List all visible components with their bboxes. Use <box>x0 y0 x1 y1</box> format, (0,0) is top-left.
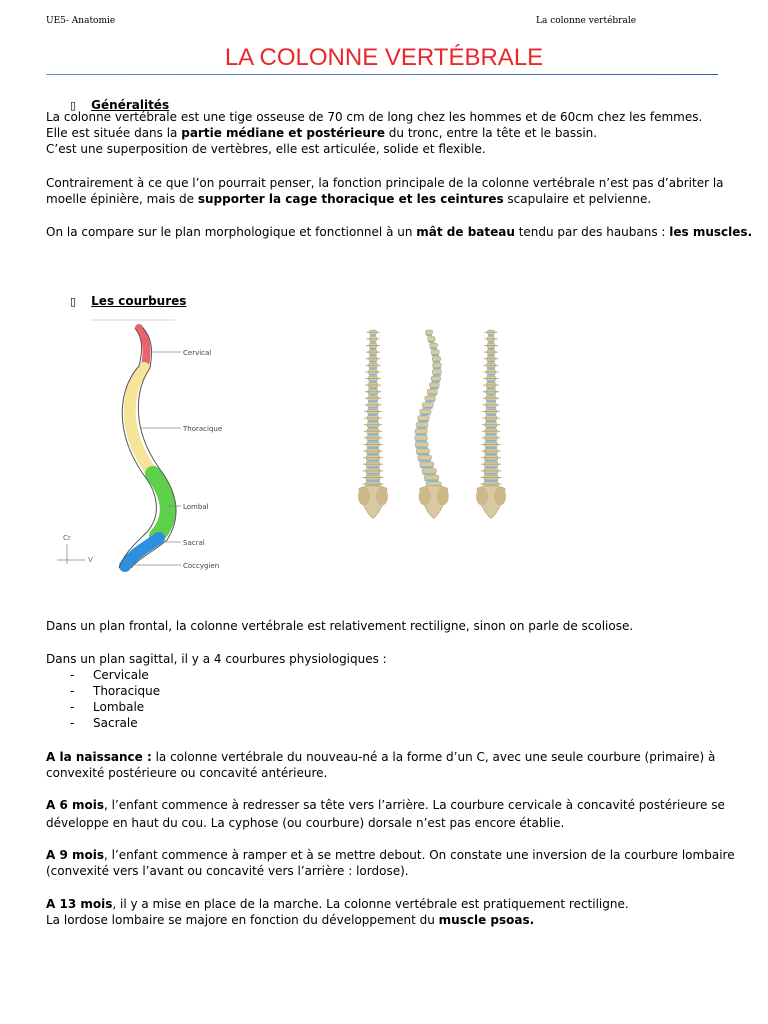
paragraph-line: A 13 mois, il y a mise en place de la marche. La colonne vertébrale est pratiquement rectiligne. <box>46 897 629 911</box>
paragraph-line: La colonne vertébrale est une tige osseuse de 70 cm de long chez les hommes et de 60cm chez les femmes. <box>46 110 703 124</box>
square-bullet-icon: ▯ <box>70 99 77 112</box>
label-coccygien: Coccygien <box>183 562 220 570</box>
square-bullet-icon: ▯ <box>70 295 77 308</box>
spine-three-views-illustration <box>345 322 520 532</box>
spine-curvature-diagram <box>55 318 255 578</box>
paragraph-line: développe en haut du cou. La cyphose (ou courbure) dorsale n’est pas encore établie. <box>46 816 565 830</box>
paragraph-line: Dans un plan sagittal, il y a 4 courbures physiologiques : <box>46 652 387 666</box>
axis-cr-label: Cr <box>63 534 71 542</box>
section-heading: Généralités <box>91 98 170 112</box>
paragraph-line: C’est une superposition de vertèbres, elle est articulée, solide et flexible. <box>46 142 486 156</box>
paragraph-line: (convexité vers l’avant ou concavité vers l’arrière : lordose). <box>46 864 409 878</box>
list-item: - Cervicale <box>70 668 149 682</box>
paragraph-line: moelle épinière, mais de supporter la cage thoracique et les ceintures scapulaire et pelvienne. <box>46 192 652 206</box>
paragraph-line: A 9 mois, l’enfant commence à ramper et à se mettre debout. On constate une inversion de la courbure lombaire <box>46 848 735 862</box>
list-item: - Lombale <box>70 700 145 714</box>
label-cervical: Cervical <box>183 349 212 357</box>
paragraph-line: Dans un plan frontal, la colonne vertébrale est relativement rectiligne, sinon on parle de scoliose. <box>46 619 634 633</box>
thoracic-segment <box>130 368 150 470</box>
spine-front-view <box>358 330 388 518</box>
section-heading: Les courbures <box>91 294 187 308</box>
label-sacral: Sacral <box>183 539 205 547</box>
section-courbures <box>70 290 186 309</box>
page-title: LA COLONNE VERTÉBRALE <box>224 44 544 71</box>
header-right: La colonne vertébrale <box>536 16 637 26</box>
paragraph-line: La lordose lombaire se majore en fonction du développement du muscle psoas. <box>46 913 535 927</box>
sacral-segment <box>125 538 159 566</box>
list-item: - Thoracique <box>70 684 161 698</box>
paragraph-line: convexité postérieure ou concavité antérieure. <box>46 766 328 780</box>
paragraph-line: Contrairement à ce que l’on pourrait penser, la fonction principale de la colonne vertébrale n’est pas d’abriter la <box>46 176 724 190</box>
label-lombal: Lombal <box>183 503 209 511</box>
lumbar-segment <box>153 474 168 536</box>
title-divider <box>46 74 718 75</box>
paragraph-line: Elle est située dans la partie médiane et postérieure du tronc, entre la tête et le bassin. <box>46 126 598 140</box>
label-thoracique: Thoracique <box>183 425 223 433</box>
paragraph-line: A 6 mois, l’enfant commence à redresser sa tête vers l’arrière. La courbure cervicale à concavité postérieure se <box>46 798 725 812</box>
axis-v-label: V <box>88 556 93 564</box>
spine-back-view <box>476 330 506 518</box>
spine-side-view <box>415 330 449 518</box>
paragraph-line: On la compare sur le plan morphologique et fonctionnel à un mât de bateau tendu par des haubans : les muscles. <box>46 225 753 239</box>
list-item: - Sacrale <box>70 716 138 730</box>
paragraph-line: A la naissance : la colonne vertébrale du nouveau-né a la forme d’un C, avec une seule courbure (primaire) à <box>46 750 716 764</box>
header-left: UE5- Anatomie <box>46 16 116 26</box>
